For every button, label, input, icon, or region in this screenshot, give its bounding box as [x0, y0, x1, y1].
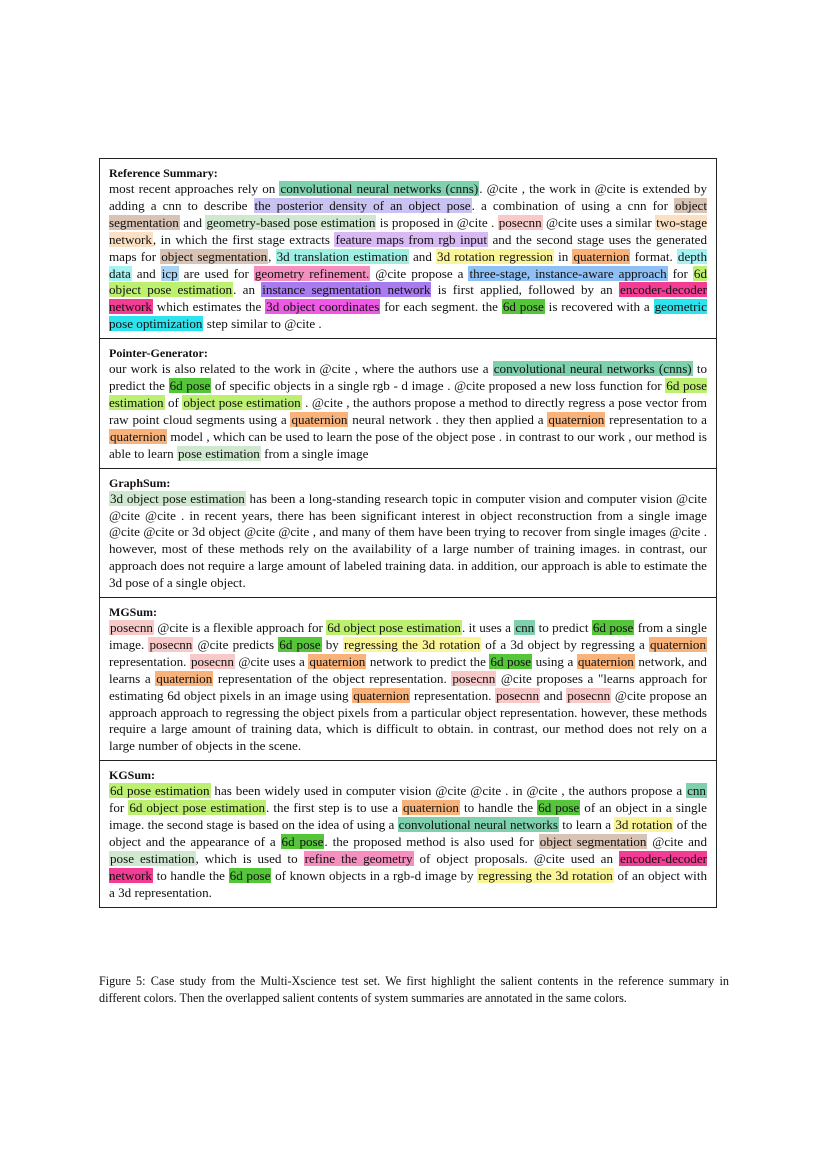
highlighted-phrase: posecnn: [496, 687, 540, 703]
text-segment: . an: [233, 282, 262, 298]
text-segment: to handle the: [459, 800, 538, 816]
text-segment: . @cite , the work in @cite is extended by adding a cnn to describe: [109, 181, 708, 213]
text-segment: representation.: [410, 687, 496, 703]
text-segment: has been a long-standing research topic in computer vision and computer vision @cite @cite @cite . in recent years, there has been significant interest in object reconstruction from a single image @cite @cite or 3d object @cite @cite , and many of them have been trying to recover from single images @cite . however, most of these methods rely on the availability of a large number of training images. in contrast, our approach does not require a large amount of labeled training data. in addition, our approach is able to estimate the 3d pose of a single object.: [109, 490, 707, 591]
text-segment: step similar to @cite .: [203, 316, 322, 332]
section-title: GraphSum:: [109, 475, 171, 490]
text-segment: of object proposals. @cite used an: [413, 850, 620, 866]
highlighted-phrase: convolutional neural networks (cnns): [280, 181, 479, 196]
highlighted-phrase: quaternion: [156, 670, 213, 686]
highlighted-phrase: three-stage, instance-aware approach: [469, 265, 667, 281]
text-segment: representation to a: [605, 411, 707, 427]
text-segment: of: [164, 394, 183, 410]
section-title: MGSum:: [109, 605, 157, 620]
text-segment: to handle the: [152, 867, 229, 883]
text-segment: of an object in a single image. the second stage is based on the idea of using a: [109, 800, 707, 833]
text-segment: format.: [630, 248, 677, 264]
text-segment: representation of the object representation.: [213, 670, 452, 686]
highlighted-phrase: 3d translation estimation: [276, 248, 408, 264]
kgsum-section: [100, 761, 716, 906]
section-title: Reference Summary:: [109, 166, 218, 180]
text-segment: @cite and: [647, 834, 707, 849]
highlighted-phrase: quaternion: [650, 636, 706, 652]
text-segment: for: [109, 800, 129, 816]
section-text: [109, 783, 707, 901]
text-segment: neural network . they then applied a: [348, 411, 548, 427]
text-segment: . the first step is to use a: [266, 800, 402, 816]
highlighted-phrase: quaternion: [291, 411, 348, 427]
highlighted-phrase: convolutional neural networks (cnns): [493, 361, 692, 377]
highlighted-phrase: 6d pose estimation: [109, 378, 707, 410]
text-segment: is first applied, followed by an: [431, 282, 620, 298]
text-segment: has been widely used in computer vision @cite @cite . in @cite , the authors propose a: [210, 783, 687, 799]
highlighted-phrase: instance segmentation network: [262, 282, 431, 298]
highlighted-phrase: cnn: [687, 783, 706, 799]
highlighted-phrase: the posterior density of an object pose: [254, 197, 471, 213]
highlighted-phrase: geometric pose optimization: [109, 299, 707, 332]
highlighted-phrase: 3d object pose estimation: [110, 490, 245, 506]
highlighted-phrase: pose estimation: [110, 850, 195, 866]
highlighted-phrase: depth data: [109, 248, 707, 281]
text-segment: is proposed in @cite .: [376, 214, 498, 230]
text-segment: @cite propose an approach approach to regressing the object pixels from a particular object representation. however, these methods require a large amount of training data, which is difficult to obtain. in contrast, our method does not rely on a large number of objects in the scene.: [109, 687, 708, 754]
text-segment: , in which the first stage extracts: [152, 231, 335, 247]
highlighted-phrase: encoder-decoder network: [109, 850, 707, 883]
highlighted-phrase: 6d object pose estimation: [129, 800, 266, 816]
highlighted-phrase: convolutional neural networks: [398, 817, 558, 833]
section-text: [109, 181, 707, 333]
highlighted-phrase: object segmentation: [109, 197, 708, 230]
text-segment: network, and learns a: [109, 653, 707, 686]
highlighted-phrase: pose estimation: [177, 445, 260, 461]
text-segment: to predict: [535, 620, 592, 636]
text-segment: . @cite , the authors propose a method to directly regress a pose vector from raw point cloud segments using a: [109, 394, 707, 427]
highlighted-phrase: 6d pose: [281, 834, 324, 849]
highlighted-phrase: 6d pose: [169, 378, 211, 394]
section-text: [109, 361, 707, 462]
reference-summary-section: [100, 159, 716, 339]
highlighted-phrase: regressing the 3d rotation: [343, 636, 481, 652]
highlighted-phrase: 6d pose: [538, 800, 580, 816]
text-segment: @cite uses a: [234, 653, 309, 669]
highlighted-phrase: two-stage network: [109, 214, 708, 247]
text-segment: model , which can be used to learn the pose of the object pose . in contrast to our work , our method is able to learn: [109, 428, 707, 461]
highlighted-phrase: quaternion: [110, 428, 166, 444]
text-segment: by: [321, 636, 343, 652]
text-segment: most recent approaches rely on: [109, 181, 280, 196]
highlighted-phrase: 6d pose: [490, 653, 532, 669]
highlighted-phrase: object pose estimation: [183, 394, 301, 410]
highlighted-phrase: quaternion: [577, 653, 634, 669]
highlighted-phrase: quaternion: [548, 411, 605, 427]
text-segment: which estimates the: [152, 299, 266, 315]
highlighted-phrase: cnn: [515, 620, 535, 636]
pointer-generator-section: [100, 339, 716, 468]
highlighted-phrase: posecnn: [452, 670, 496, 686]
text-segment: to predict the: [109, 361, 708, 394]
text-segment: using a: [532, 653, 577, 669]
section-title: Pointer-Generator:: [109, 346, 208, 361]
highlighted-phrase: 3d rotation: [615, 817, 673, 833]
section-text: [109, 491, 707, 592]
text-segment: @cite predicts: [193, 636, 279, 652]
highlighted-phrase: 6d object pose estimation: [109, 265, 707, 298]
text-segment: network to predict the: [366, 653, 490, 669]
text-segment: from a single image: [260, 445, 369, 461]
highlighted-phrase: quaternion: [573, 248, 630, 264]
text-segment: . it uses a: [461, 620, 515, 636]
text-segment: , which is used to: [195, 850, 304, 866]
highlighted-phrase: 3d object coordinates: [266, 299, 380, 315]
highlighted-phrase: quaternion: [353, 687, 410, 703]
text-segment: representation.: [109, 653, 190, 669]
highlighted-phrase: 3d rotation regression: [437, 248, 553, 264]
case-study-table: [99, 158, 717, 908]
figure-caption: Figure 5: Case study from the Multi-Xscience test set. We first highlight the salient contents in the reference summary in different colors. Then the overlapped salient contents of system summaries are annotated in the same colors.: [99, 974, 729, 1005]
highlighted-phrase: 6d pose: [592, 620, 634, 636]
text-segment: of specific objects in a single rgb - d image . @cite proposed a new loss function for: [211, 378, 666, 394]
text-segment: are used for: [178, 265, 254, 281]
section-title: KGSum:: [109, 768, 156, 783]
highlighted-phrase: 6d pose: [279, 636, 321, 652]
text-segment: of known objects in a rgb-d image by: [271, 867, 478, 883]
highlighted-phrase: posecnn: [110, 620, 153, 636]
highlighted-phrase: encoder-decoder network: [109, 282, 707, 315]
text-segment: for: [667, 265, 693, 281]
text-segment: @cite uses a similar: [542, 214, 656, 230]
highlighted-phrase: posecnn: [190, 653, 234, 669]
highlighted-phrase: 6d object pose estimation: [327, 620, 461, 636]
text-segment: and: [408, 248, 437, 264]
highlighted-phrase: posecnn: [149, 636, 193, 652]
text-segment: and: [131, 265, 161, 281]
highlighted-phrase: object segmentation: [161, 248, 268, 264]
text-segment: from a single image.: [109, 620, 707, 652]
section-text: [109, 620, 707, 755]
highlighted-phrase: feature maps from rgb input: [335, 231, 487, 247]
text-segment: @cite propose a: [370, 265, 469, 281]
highlighted-phrase: posecnn: [498, 214, 542, 230]
text-segment: to learn a: [558, 817, 615, 833]
text-segment: ,: [268, 248, 276, 264]
text-segment: our work is also related to the work in @cite , where the authors use a: [109, 361, 493, 377]
highlighted-phrase: posecnn: [567, 687, 611, 703]
highlighted-phrase: 6d pose: [229, 867, 271, 883]
highlighted-phrase: 6d pose: [502, 299, 544, 315]
highlighted-phrase: regressing the 3d rotation: [478, 867, 613, 883]
highlighted-phrase: quaternion: [402, 800, 459, 816]
mgsum-section: [100, 598, 716, 761]
graphsum-section: [100, 469, 716, 598]
highlighted-phrase: object segmentation: [539, 834, 647, 849]
text-segment: . a combination of using a cnn for: [471, 197, 675, 213]
text-segment: and: [540, 687, 567, 703]
text-segment: @cite proposes a "learns approach for estimating 6d object pixels in an image using: [109, 670, 707, 703]
text-segment: for each segment. the: [380, 299, 502, 315]
text-segment: @cite is a flexible approach for: [153, 620, 327, 636]
text-segment: and: [179, 214, 206, 230]
text-segment: is recovered with a: [544, 299, 654, 315]
text-segment: and the second stage uses the generated maps for: [109, 231, 707, 264]
text-segment: in: [553, 248, 573, 264]
highlighted-phrase: 6d pose estimation: [110, 783, 210, 799]
text-segment: of the object and the appearance of a: [109, 817, 707, 849]
highlighted-phrase: refine the geometry: [304, 850, 413, 866]
highlighted-phrase: geometry-based pose estimation: [206, 214, 376, 230]
highlighted-phrase: geometry refinement.: [254, 265, 370, 281]
text-segment: of an object with a 3d representation.: [109, 867, 708, 900]
text-segment: . the proposed method is also used for: [324, 834, 539, 849]
text-segment: of a 3d object by regressing a: [481, 636, 649, 652]
highlighted-phrase: quaternion: [309, 653, 366, 669]
highlighted-phrase: icp: [161, 265, 178, 281]
